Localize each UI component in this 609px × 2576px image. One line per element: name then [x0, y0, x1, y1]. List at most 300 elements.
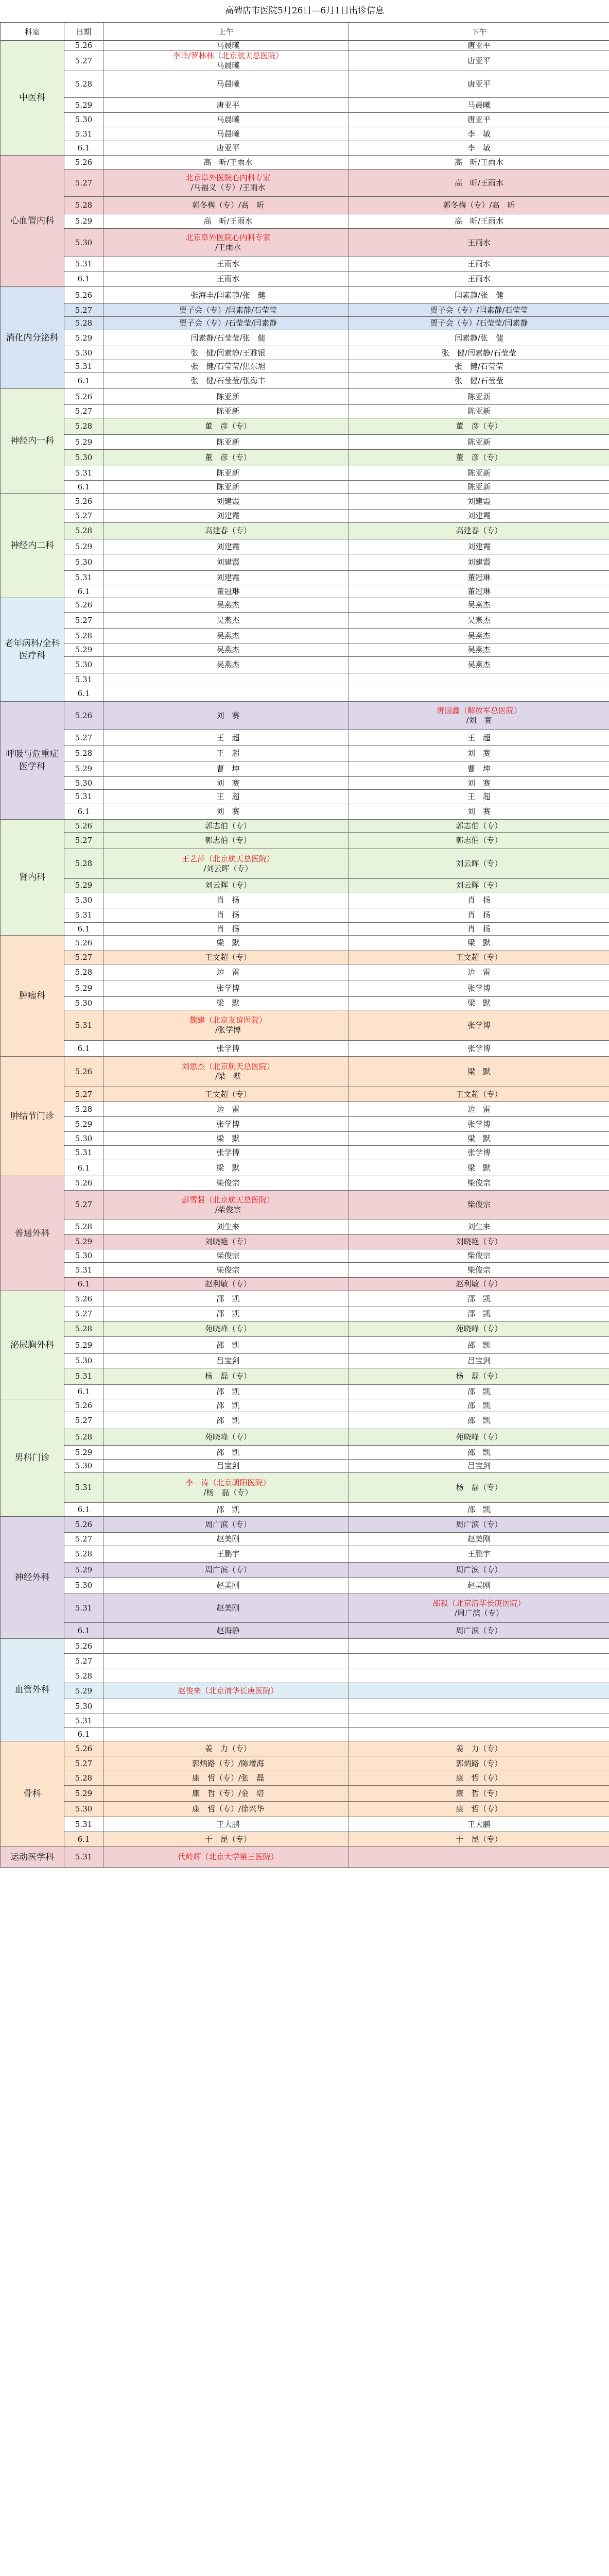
pm-cell-line: 陈亚新: [467, 392, 491, 401]
am-cell: [103, 1847, 349, 1868]
pm-cell-line: 邵 凯: [467, 1387, 491, 1396]
date-cell: 6.1: [64, 686, 103, 702]
header-pm: 下午: [349, 23, 609, 41]
date-cell: 5.28: [64, 1102, 103, 1117]
pm-cell: [349, 908, 609, 923]
pm-cell: [349, 585, 609, 598]
am-cell-line: 郭志伯（专）: [204, 836, 251, 845]
am-cell: [103, 1412, 349, 1429]
date-cell: 5.26: [64, 389, 103, 405]
pm-cell-line: 张 健/石莹莹: [454, 361, 504, 371]
pm-cell-line: 肖 扬: [467, 910, 491, 920]
am-cell: [103, 1176, 349, 1191]
am-cell-line: 邵 凯: [216, 1415, 240, 1425]
date-cell: 5.26: [64, 598, 103, 613]
pm-cell-line: 唐亚平: [467, 79, 491, 89]
pm-cell: [349, 730, 609, 746]
am-cell: [103, 346, 349, 360]
table-row: [1, 1741, 609, 1756]
am-cell: [103, 481, 349, 494]
pm-cell-line: 张 健/闫素静/石莹莹: [441, 348, 517, 358]
am-cell: [103, 1802, 349, 1817]
pm-cell-line: 梁 默: [467, 1133, 491, 1143]
am-cell-line: 刘建霞: [216, 557, 240, 567]
table-row: [1, 1699, 609, 1714]
pm-cell: [349, 389, 609, 405]
am-cell: [103, 1010, 349, 1041]
date-cell: 5.31: [64, 127, 103, 141]
pm-cell-line: 张学博: [467, 1148, 491, 1157]
pm-cell: [349, 1847, 609, 1868]
date-cell: 5.28: [64, 71, 103, 98]
date-cell: 5.27: [64, 1087, 103, 1102]
am-cell: [103, 892, 349, 908]
am-cell-line: 李 涛（北京朝阳医院）: [185, 1478, 271, 1487]
table-row: [1, 554, 609, 571]
am-cell: [103, 1235, 349, 1249]
pm-cell: [349, 571, 609, 585]
pm-cell: [349, 1117, 609, 1132]
am-cell: [103, 1594, 349, 1623]
pm-cell: [349, 1176, 609, 1191]
am-cell-line: 王 超: [216, 792, 240, 801]
pm-cell: [349, 1307, 609, 1321]
am-cell: [103, 997, 349, 1010]
date-cell: 5.30: [64, 450, 103, 466]
am-cell: [103, 1429, 349, 1446]
pm-cell: [349, 1087, 609, 1102]
am-cell: [103, 1623, 349, 1639]
am-cell: [103, 405, 349, 418]
am-cell: [103, 257, 349, 272]
pm-cell: [349, 1057, 609, 1087]
am-cell: [103, 804, 349, 820]
table-row: [1, 1191, 609, 1219]
date-cell: 5.28: [64, 1321, 103, 1337]
am-cell: [103, 1714, 349, 1728]
pm-cell-line: 肖 扬: [467, 895, 491, 905]
am-cell-line: 邵 凯: [216, 1387, 240, 1396]
pm-cell: [349, 71, 609, 98]
pm-cell-line: 郭志伯（专）: [456, 821, 502, 831]
date-cell: 5.31: [64, 360, 103, 373]
pm-cell-line: 梁 默: [467, 1066, 491, 1076]
pm-cell-line: 吴燕杰: [467, 631, 491, 640]
pm-cell: [349, 1354, 609, 1368]
am-cell-line: /柴俊宗: [215, 1205, 241, 1214]
am-cell-line: 康 哲（专）/徐兴华: [192, 1804, 265, 1814]
pm-cell-line: 张 健/石莹莹: [454, 376, 504, 385]
am-cell-line: 贾子会（专）/石莹莹/闫素静: [179, 318, 277, 328]
table-row: [1, 1041, 609, 1057]
am-cell: [103, 1460, 349, 1473]
date-cell: 5.30: [64, 892, 103, 908]
am-cell-line: 吴燕杰: [216, 600, 240, 609]
pm-cell: [349, 1669, 609, 1683]
date-cell: 5.26: [64, 1057, 103, 1087]
table-row: [1, 1399, 609, 1412]
am-cell-line: 邵 凯: [216, 1309, 240, 1318]
am-cell: [103, 1263, 349, 1278]
am-cell-line: 刘建霞: [216, 573, 240, 582]
pm-cell-line: 边 雷: [467, 1104, 491, 1114]
am-cell: [103, 1057, 349, 1087]
pm-cell-line: 王雨水: [467, 238, 491, 247]
pm-cell: [349, 1235, 609, 1249]
pm-cell: [349, 1041, 609, 1057]
pm-cell-line: 边 雷: [467, 967, 491, 977]
pm-cell-line: 王 超: [467, 733, 491, 742]
header-row: [1, 23, 609, 41]
am-cell: [103, 1533, 349, 1546]
am-cell-line: /张学博: [215, 1025, 241, 1035]
am-cell-line: 刘云晖（专）: [204, 880, 251, 890]
pm-cell: [349, 1623, 609, 1639]
am-cell: [103, 571, 349, 585]
pm-cell: [349, 1460, 609, 1473]
pm-cell: [349, 1802, 609, 1817]
pm-cell: [349, 330, 609, 346]
table-row: [1, 1503, 609, 1517]
pm-cell-line: 闫素静/张 健: [454, 290, 504, 300]
pm-cell-line: 邵 凯: [467, 1400, 491, 1410]
date-cell: 5.26: [64, 1176, 103, 1191]
table-row: [1, 629, 609, 643]
date-cell: 5.29: [64, 761, 103, 777]
am-cell-line: 董 彦（专）: [204, 421, 251, 431]
table-row: [1, 539, 609, 554]
am-cell-line: 刘 赛: [216, 710, 240, 720]
pm-cell: [349, 257, 609, 272]
table-row: [1, 1354, 609, 1368]
table-row: [1, 1117, 609, 1132]
am-cell-line: 肖 扬: [216, 910, 240, 920]
date-cell: 5.27: [64, 170, 103, 197]
pm-cell: [349, 1832, 609, 1847]
pm-cell: [349, 923, 609, 936]
am-cell: [103, 466, 349, 481]
table-row: [1, 435, 609, 450]
date-cell: 5.29: [64, 1446, 103, 1460]
am-cell-line: 张 健/石莹莹/张海丰: [190, 376, 266, 385]
date-cell: 5.30: [64, 346, 103, 360]
am-cell-line: 郭冬梅（专）/高 昕: [192, 200, 265, 210]
am-cell-line: 肖 扬: [216, 924, 240, 934]
dept-cell: 血管外科: [1, 1639, 64, 1741]
pm-cell: [349, 673, 609, 686]
am-cell-line: 张 健/闫素静/王雅银: [190, 348, 266, 358]
table-row: [1, 197, 609, 214]
pm-cell: [349, 229, 609, 257]
pm-cell: [349, 287, 609, 304]
pm-cell-line: 邵 凯: [467, 1340, 491, 1350]
am-cell: [103, 1832, 349, 1847]
pm-cell-line: 吴燕杰: [467, 660, 491, 669]
pm-cell-line: 邵毅（北京清华长庚医院）: [432, 1598, 526, 1608]
am-cell-line: 刘 赛: [216, 807, 240, 816]
am-cell: [103, 629, 349, 643]
am-cell: [103, 923, 349, 936]
date-cell: 5.26: [64, 1517, 103, 1533]
table-row: [1, 1563, 609, 1578]
am-cell-line: 康 哲（专）/张 磊: [192, 1773, 265, 1783]
table-row: [1, 804, 609, 820]
date-cell: 6.1: [64, 1385, 103, 1399]
date-cell: 5.27: [64, 405, 103, 418]
pm-cell: [349, 98, 609, 113]
date-cell: 5.28: [64, 523, 103, 539]
pm-cell: [349, 820, 609, 833]
pm-cell: [349, 804, 609, 820]
am-cell-line: 董冠琳: [216, 586, 240, 596]
am-cell-line: /杨 磊（专）: [203, 1487, 253, 1497]
pm-cell-line: 吕宝剑: [467, 1356, 491, 1365]
table-row: [1, 1847, 609, 1868]
pm-cell-line: 康 哲（专）: [456, 1788, 502, 1798]
am-cell-line: 刘建霞: [216, 496, 240, 506]
date-cell: 5.29: [64, 1786, 103, 1802]
am-cell: [103, 673, 349, 686]
pm-cell-line: 张学博: [467, 1020, 491, 1030]
date-cell: 6.1: [64, 141, 103, 156]
pm-cell-line: 李 敏: [467, 129, 491, 139]
am-cell: [103, 686, 349, 702]
am-cell-line: 刘晓艳（专）: [204, 1237, 251, 1246]
am-cell-line: 代岭辉（北京大学第三医院）: [178, 1852, 279, 1861]
pm-cell-line: 闫素静/张 健: [454, 333, 504, 343]
pm-cell: [349, 304, 609, 317]
am-cell: [103, 113, 349, 127]
table-row: [1, 257, 609, 272]
pm-cell-line: 陈亚新: [467, 482, 491, 492]
am-cell: [103, 304, 349, 317]
date-cell: 6.1: [64, 1503, 103, 1517]
date-cell: 5.30: [64, 229, 103, 257]
am-cell-line: 赵海静: [216, 1625, 240, 1635]
table-row: [1, 1669, 609, 1683]
am-cell: [103, 494, 349, 510]
table-row: [1, 373, 609, 389]
pm-cell-line: 张学博: [467, 1119, 491, 1129]
table-row: [1, 1473, 609, 1503]
date-cell: 5.31: [64, 466, 103, 481]
pm-cell-line: 刘云晖（专）: [456, 859, 502, 868]
pm-cell-line: 王文超（专）: [456, 1089, 502, 1099]
pm-cell: [349, 1291, 609, 1307]
table-row: [1, 790, 609, 804]
am-cell: [103, 1786, 349, 1802]
pm-cell: [349, 1429, 609, 1446]
pm-cell-line: 刘云晖（专）: [456, 880, 502, 890]
am-cell-line: 肖 扬: [216, 895, 240, 905]
am-cell-line: 邵 凯: [216, 1447, 240, 1457]
table-row: [1, 1087, 609, 1102]
date-cell: 5.26: [64, 820, 103, 833]
am-cell: [103, 657, 349, 673]
am-cell-line: 吴燕杰: [216, 645, 240, 654]
pm-cell-line: 柴俊宗: [467, 1178, 491, 1188]
am-cell-line: 高 昕/王雨水: [203, 216, 253, 226]
dept-cell: 肾内科: [1, 820, 64, 936]
am-cell-line: 张学博: [216, 984, 240, 993]
table-row: [1, 214, 609, 229]
date-cell: 5.27: [64, 510, 103, 523]
table-row: [1, 1146, 609, 1160]
table-row: [1, 997, 609, 1010]
pm-cell: [349, 1010, 609, 1041]
table-row: [1, 1291, 609, 1307]
am-cell-line: 唐亚平: [216, 143, 240, 152]
pm-cell-line: 刘晓艳（专）: [456, 1237, 502, 1246]
table-row: [1, 892, 609, 908]
am-cell: [103, 702, 349, 730]
am-cell: [103, 964, 349, 980]
am-cell: [103, 1117, 349, 1132]
header-date: 日期: [64, 23, 103, 41]
am-cell: [103, 761, 349, 777]
date-cell: 5.26: [64, 1291, 103, 1307]
pm-cell-line: 于 昆（专）: [456, 1834, 502, 1844]
pm-cell: [349, 113, 609, 127]
am-cell-line: 王 超: [216, 749, 240, 758]
am-cell: [103, 879, 349, 892]
date-cell: 5.27: [64, 1191, 103, 1219]
am-cell-line: /刘云晖（专）: [203, 863, 253, 873]
pm-cell-line: /周广滨（专）: [454, 1608, 504, 1618]
am-cell: [103, 71, 349, 98]
pm-cell-line: 杨 磊（专）: [456, 1483, 502, 1492]
pm-cell-line: 王雨水: [467, 259, 491, 268]
am-cell: [103, 418, 349, 435]
am-cell-line: 刘建霞: [216, 511, 240, 520]
pm-cell: [349, 980, 609, 997]
am-cell: [103, 730, 349, 746]
date-cell: 5.27: [64, 951, 103, 964]
am-cell-line: 李玲/罗林林（北京航天总医院）: [172, 51, 284, 60]
am-cell-line: 边 雷: [216, 967, 240, 977]
am-cell: [103, 1546, 349, 1563]
pm-cell-line: 马晨曦: [467, 100, 491, 110]
table-row: [1, 141, 609, 156]
table-row: [1, 1446, 609, 1460]
pm-cell-line: 赵利敏（专）: [456, 1279, 502, 1289]
date-cell: 5.26: [64, 1399, 103, 1412]
table-row: [1, 702, 609, 730]
am-cell: [103, 1278, 349, 1291]
am-cell: [103, 229, 349, 257]
pm-cell: [349, 997, 609, 1010]
am-cell-line: 郭志伯（专）: [204, 821, 251, 831]
date-cell: 5.29: [64, 1235, 103, 1249]
pm-cell: [349, 197, 609, 214]
dept-cell: 呼吸与危重症医学科: [1, 702, 64, 820]
table-row: [1, 1321, 609, 1337]
dept-cell: 肿结节门诊: [1, 1057, 64, 1176]
date-cell: 6.1: [64, 1623, 103, 1639]
pm-cell: [349, 170, 609, 197]
table-row: [1, 450, 609, 466]
table-row: [1, 1817, 609, 1832]
pm-cell: [349, 554, 609, 571]
date-cell: 5.29: [64, 539, 103, 554]
dept-cell: 男科门诊: [1, 1399, 64, 1517]
pm-cell-line: 刘 赛: [467, 749, 491, 758]
am-cell-line: 马晨曦: [216, 115, 240, 124]
pm-cell: [349, 613, 609, 629]
am-cell-line: 邵 凯: [216, 1340, 240, 1350]
am-cell: [103, 170, 349, 197]
am-cell-line: 王文超（专）: [204, 1089, 251, 1099]
pm-cell-line: 吴燕杰: [467, 600, 491, 609]
pm-cell-line: 邵 凯: [467, 1294, 491, 1303]
date-cell: 5.27: [64, 51, 103, 71]
pm-cell: [349, 1263, 609, 1278]
pm-cell: [349, 1771, 609, 1786]
am-cell-line: 周广滨（专）: [204, 1519, 251, 1529]
am-cell: [103, 1191, 349, 1219]
dept-cell: 神经内二科: [1, 494, 64, 598]
pm-cell-line: 刘 赛: [467, 807, 491, 816]
am-cell: [103, 833, 349, 849]
date-cell: 5.30: [64, 1132, 103, 1146]
am-cell-line: 邵 凯: [216, 1400, 240, 1410]
date-cell: 5.29: [64, 1117, 103, 1132]
am-cell: [103, 1699, 349, 1714]
table-row: [1, 418, 609, 435]
pm-cell: [349, 1546, 609, 1563]
pm-cell-line: 张学博: [467, 984, 491, 993]
am-cell-line: 陈亚新: [216, 482, 240, 492]
am-cell: [103, 1683, 349, 1699]
am-cell: [103, 523, 349, 539]
table-row: [1, 1307, 609, 1321]
am-cell: [103, 1728, 349, 1741]
table-row: [1, 1412, 609, 1429]
am-cell: [103, 1669, 349, 1683]
pm-cell: [349, 702, 609, 730]
pm-cell-line: 王大鹏: [467, 1819, 491, 1829]
date-cell: 6.1: [64, 481, 103, 494]
pm-cell: [349, 373, 609, 389]
table-row: [1, 317, 609, 330]
am-cell-line: 王文超（专）: [204, 953, 251, 962]
table-row: [1, 170, 609, 197]
pm-cell-line: 唐国鑫（解放军总医院）: [436, 706, 521, 715]
date-cell: 5.26: [64, 41, 103, 51]
pm-cell-line: 苑晓峰（专）: [456, 1324, 502, 1333]
pm-cell-line: 柴俊宗: [467, 1251, 491, 1260]
table-row: [1, 1368, 609, 1385]
date-cell: 5.27: [64, 1412, 103, 1429]
date-cell: 5.31: [64, 1714, 103, 1728]
am-cell: [103, 389, 349, 405]
table-row: [1, 1654, 609, 1669]
table-row: [1, 127, 609, 141]
am-cell: [103, 450, 349, 466]
am-cell-line: 王雨水: [216, 274, 240, 283]
date-cell: 5.31: [64, 1473, 103, 1503]
am-cell: [103, 908, 349, 923]
am-cell-line: 赵利敏（专）: [204, 1279, 251, 1289]
table-row: [1, 849, 609, 879]
table-row: [1, 777, 609, 790]
date-cell: 5.28: [64, 629, 103, 643]
table-row: [1, 1010, 609, 1041]
am-cell: [103, 1639, 349, 1654]
table-row: [1, 229, 609, 257]
table-row: [1, 1102, 609, 1117]
pm-cell: [349, 951, 609, 964]
